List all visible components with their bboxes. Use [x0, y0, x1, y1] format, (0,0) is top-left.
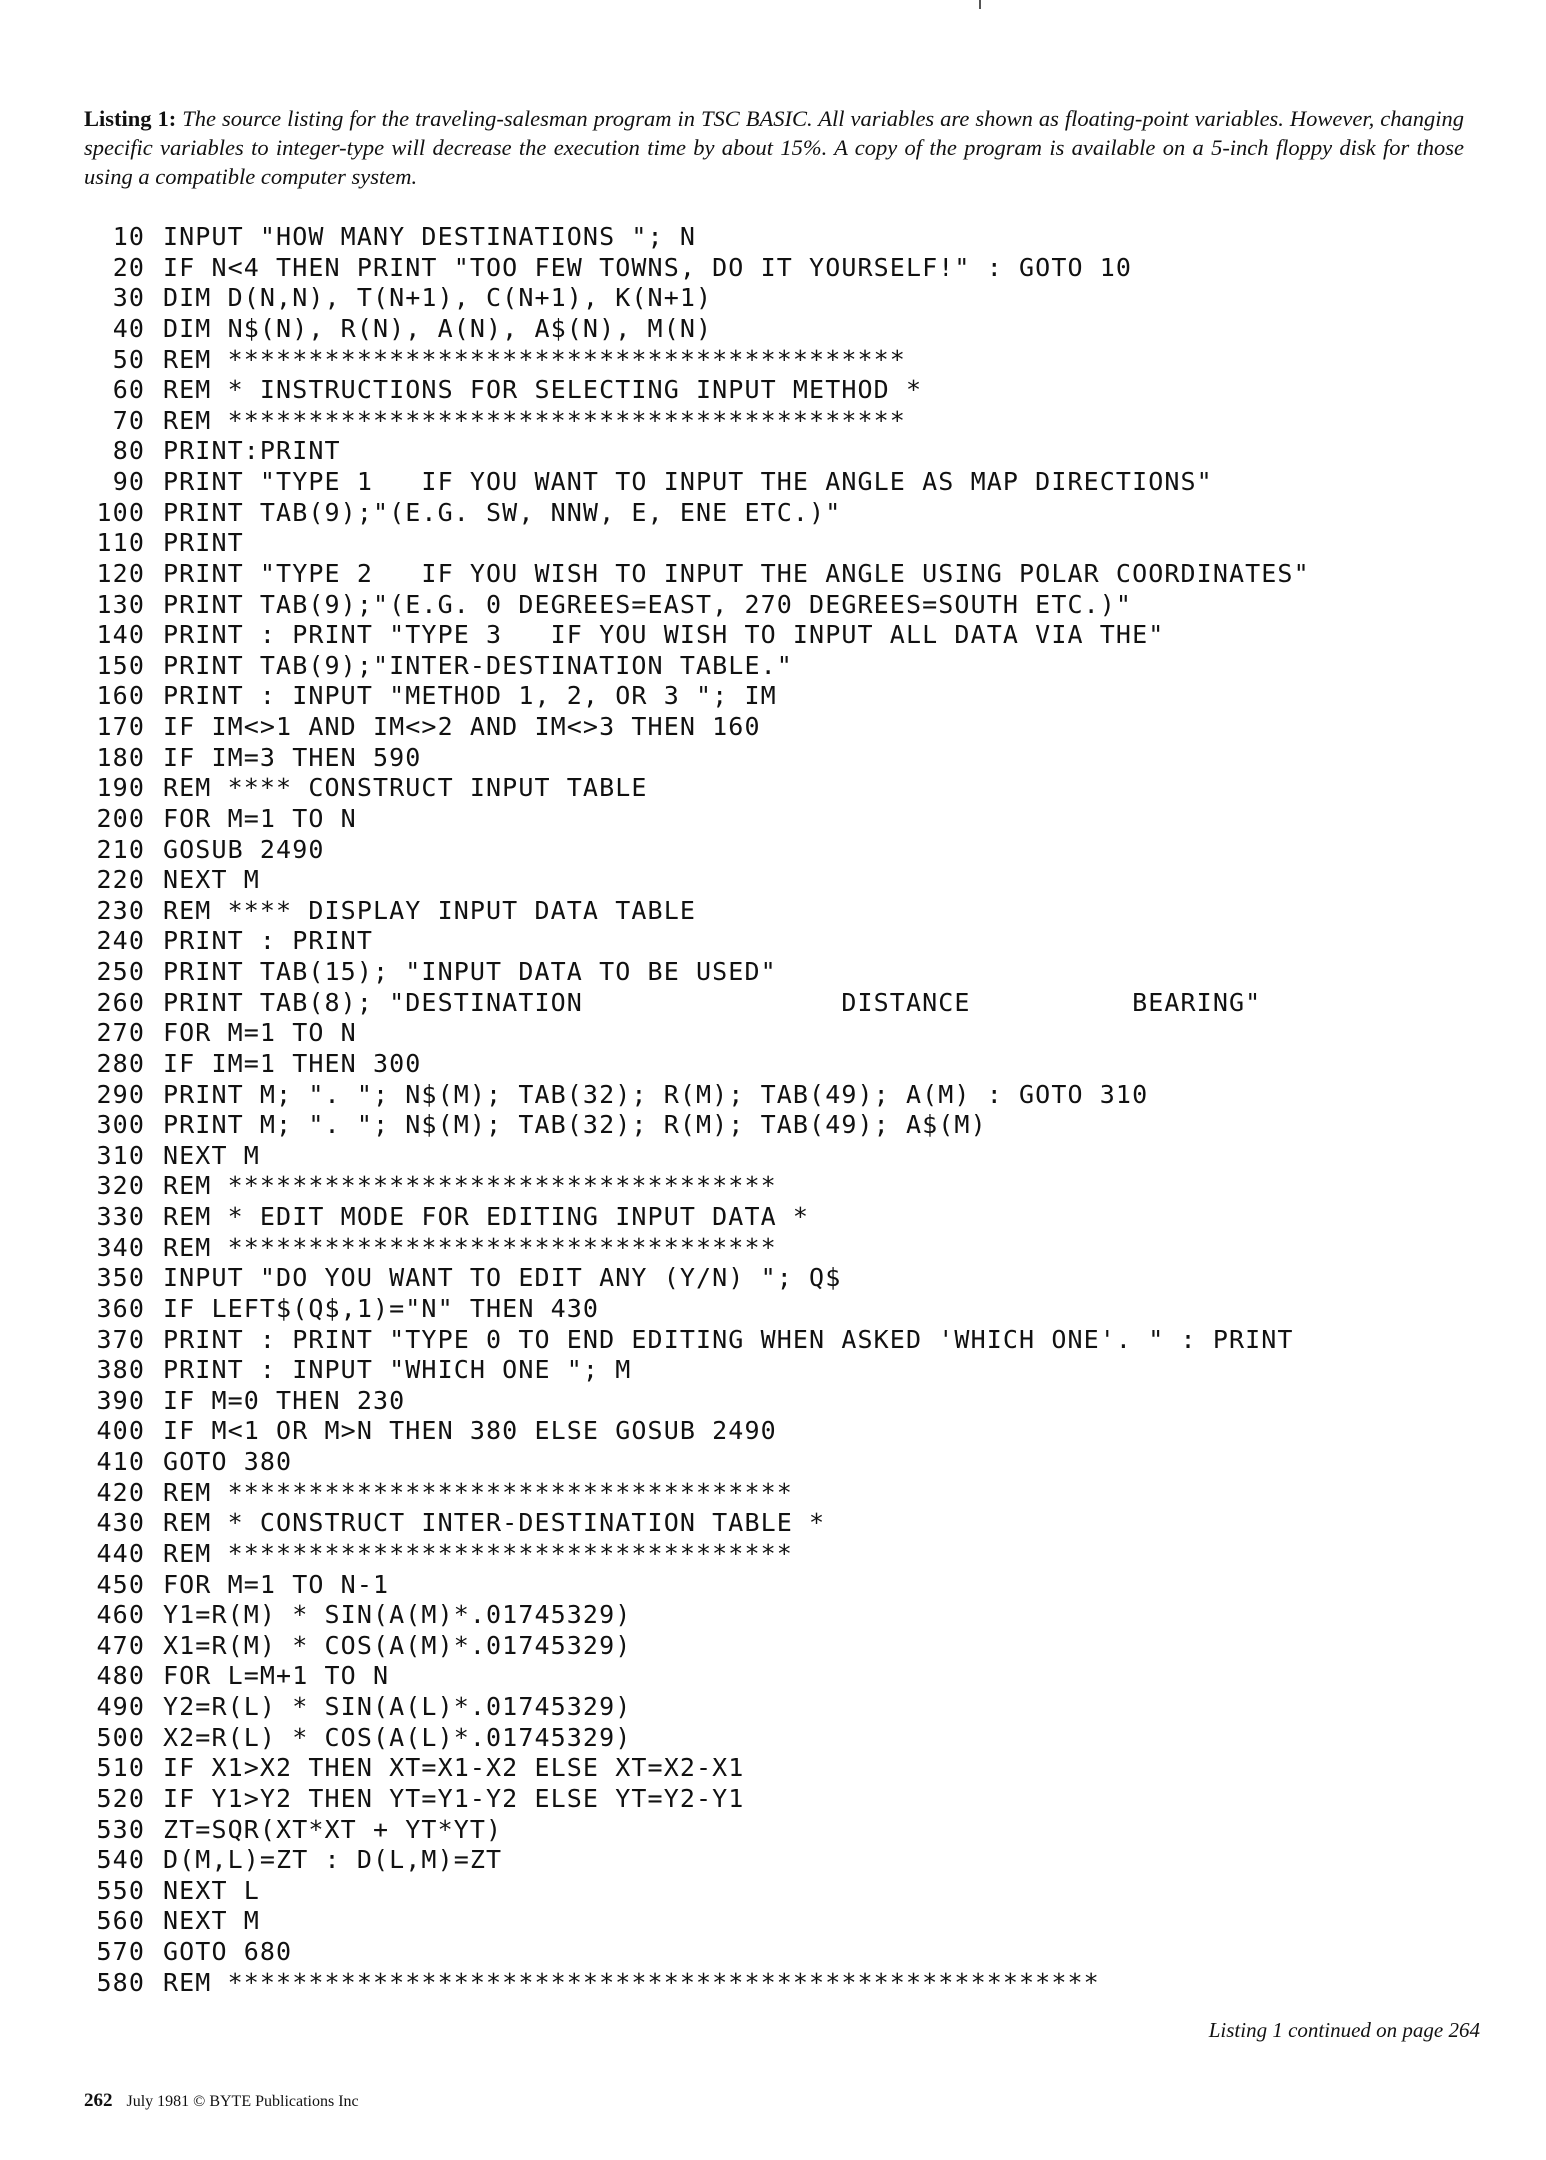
line-code: PRINT : PRINT "TYPE 3 IF YOU WISH TO INPUT ALL DATA VIA THE"	[163, 620, 1165, 650]
line-number: 250	[96, 957, 145, 986]
line-code: X1=R(M) * COS(A(M)*.01745329)	[163, 1630, 632, 1660]
line-number: 430	[96, 1508, 145, 1538]
line-number: 120	[96, 558, 145, 588]
line-number: 240	[96, 926, 145, 956]
line-code: IF IM=1 THEN 300	[163, 1048, 422, 1078]
line-number: 310	[96, 1140, 145, 1170]
code-line	[82, 1661, 1512, 1692]
line-code: Y2=R(L) * SIN(A(L)*.01745329)	[163, 1692, 632, 1721]
code-line	[82, 926, 1512, 957]
line-code: IF IM=3 THEN 590	[163, 742, 422, 772]
line-code: GOSUB 2490	[163, 834, 325, 864]
code-line	[82, 1294, 1512, 1325]
code-line	[82, 1018, 1512, 1049]
code-line	[82, 590, 1512, 621]
code-listing	[82, 222, 1512, 1998]
line-number: 320	[96, 1171, 145, 1201]
line-number: 360	[96, 1293, 145, 1323]
line-number: 540	[96, 1845, 145, 1875]
line-code: PRINT : PRINT	[163, 926, 373, 956]
line-code: PRINT	[163, 528, 244, 558]
line-number: 560	[96, 1906, 145, 1936]
code-line	[82, 1478, 1512, 1509]
line-code: GOTO 380	[163, 1447, 293, 1476]
line-code: REM ******************************************************	[163, 1967, 1100, 1997]
footer-credit: July 1981 © BYTE Publications Inc	[126, 2093, 359, 2110]
code-line	[82, 1753, 1512, 1784]
code-line	[82, 345, 1512, 376]
line-code: PRINT : PRINT "TYPE 0 TO END EDITING WHEN ASKED 'WHICH ONE'. " : PRINT	[163, 1324, 1294, 1354]
line-number: 450	[96, 1569, 145, 1599]
line-code: FOR L=M+1 TO N	[163, 1661, 390, 1691]
line-number: 150	[96, 650, 145, 680]
continued-note: Listing 1 continued on page 264	[1208, 2018, 1480, 2042]
line-code: REM **********************************	[163, 1171, 777, 1201]
line-code: PRINT TAB(8); "DESTINATION DISTANCE BEARING"	[163, 987, 1262, 1017]
line-code: REM ***********************************	[163, 1538, 793, 1568]
code-line	[82, 406, 1512, 437]
line-code: PRINT : INPUT "WHICH ONE "; M	[163, 1355, 632, 1385]
page-number: 262	[84, 2090, 113, 2111]
line-code: X2=R(L) * COS(A(L)*.01745329)	[163, 1722, 632, 1752]
line-number: 570	[96, 1937, 145, 1966]
line-code: FOR M=1 TO N-1	[163, 1569, 390, 1599]
line-number: 510	[96, 1753, 145, 1783]
code-line	[82, 253, 1512, 284]
line-number: 50	[112, 344, 145, 374]
line-number: 160	[96, 681, 145, 711]
line-code: PRINT "TYPE 2 IF YOU WISH TO INPUT THE ANGLE USING POLAR COORDINATES"	[163, 558, 1310, 588]
code-line	[82, 1631, 1512, 1662]
line-number: 330	[96, 1202, 145, 1231]
code-line	[82, 743, 1512, 774]
line-number: 380	[96, 1355, 145, 1385]
line-code: DIM D(N,N), T(N+1), C(N+1), K(N+1)	[163, 283, 713, 313]
line-code: PRINT TAB(9);"(E.G. SW, NNW, E, ENE ETC.)"	[163, 497, 842, 527]
line-number: 190	[96, 773, 145, 803]
code-line	[82, 1386, 1512, 1417]
code-line	[82, 1815, 1512, 1846]
line-code: INPUT "HOW MANY DESTINATIONS "; N	[163, 222, 696, 251]
line-number: 140	[96, 620, 145, 650]
line-number: 550	[96, 1875, 145, 1905]
code-line	[82, 1110, 1512, 1141]
line-code: IF IM<>1 AND IM<>2 AND IM<>3 THEN 160	[163, 712, 761, 741]
line-number: 210	[96, 834, 145, 864]
line-code: FOR M=1 TO N	[163, 1018, 357, 1048]
code-line	[82, 835, 1512, 866]
line-number: 30	[112, 283, 145, 313]
line-code: REM ******************************************	[163, 344, 906, 374]
line-number: 480	[96, 1661, 145, 1691]
line-code: PRINT : INPUT "METHOD 1, 2, OR 3 "; IM	[163, 681, 777, 711]
code-line	[82, 712, 1512, 743]
line-number: 500	[96, 1722, 145, 1752]
line-number: 90	[112, 467, 145, 496]
line-code: PRINT TAB(9);"(E.G. 0 DEGREES=EAST, 270 DEGREES=SOUTH ETC.)"	[163, 589, 1133, 619]
line-number: 10	[112, 222, 145, 251]
line-code: IF LEFT$(Q$,1)="N" THEN 430	[163, 1293, 600, 1323]
code-line	[82, 1845, 1512, 1876]
code-line	[82, 222, 1512, 253]
code-line	[82, 1049, 1512, 1080]
code-line	[82, 1325, 1512, 1356]
code-line	[82, 1937, 1512, 1968]
line-code: IF Y1>Y2 THEN YT=Y1-Y2 ELSE YT=Y2-Y1	[163, 1783, 745, 1813]
line-code: REM ***********************************	[163, 1477, 793, 1507]
listing-caption	[84, 104, 1464, 191]
line-number: 170	[96, 712, 145, 741]
line-code: REM * INSTRUCTIONS FOR SELECTING INPUT METHOD *	[163, 375, 923, 405]
line-number: 60	[112, 375, 145, 405]
line-number: 580	[96, 1967, 145, 1997]
code-line	[82, 1876, 1512, 1907]
line-code: DIM N$(N), R(N), A(N), A$(N), M(N)	[163, 313, 713, 343]
line-code: PRINT "TYPE 1 IF YOU WANT TO INPUT THE ANGLE AS MAP DIRECTIONS"	[163, 467, 1213, 496]
code-line	[82, 1539, 1512, 1570]
line-code: NEXT M	[163, 1906, 260, 1936]
line-number: 110	[96, 528, 145, 558]
code-line	[82, 1723, 1512, 1754]
code-line	[82, 1355, 1512, 1386]
line-code: PRINT:PRINT	[163, 436, 341, 466]
code-line	[82, 314, 1512, 345]
code-line	[82, 1508, 1512, 1539]
line-number: 270	[96, 1018, 145, 1048]
line-number: 520	[96, 1783, 145, 1813]
code-line	[82, 467, 1512, 498]
caption-text: The source listing for the traveling-salesman program in TSC BASIC. All variables are shown as floating-point variables. However, changing specific variables to integer-type will decrease the execution time by about 15%. A copy of the program is available on a 5-inch floppy disk for those using a compatible computer system.	[84, 106, 1465, 189]
line-number: 130	[96, 589, 145, 619]
code-line	[82, 957, 1512, 988]
code-line	[82, 1570, 1512, 1601]
line-code: IF N<4 THEN PRINT "TOO FEW TOWNS, DO IT YOURSELF!" : GOTO 10	[163, 252, 1133, 282]
code-line	[82, 375, 1512, 406]
line-code: IF M<1 OR M>N THEN 380 ELSE GOSUB 2490	[163, 1416, 777, 1446]
code-line	[82, 1692, 1512, 1723]
line-code: INPUT "DO YOU WANT TO EDIT ANY (Y/N) "; Q$	[163, 1263, 842, 1293]
code-line	[82, 988, 1512, 1019]
code-line	[82, 1080, 1512, 1111]
line-code: PRINT M; ". "; N$(M); TAB(32); R(M); TAB(49); A(M) : GOTO 310	[163, 1079, 1149, 1109]
page-footer	[84, 2090, 359, 2112]
line-number: 80	[112, 436, 145, 466]
line-code: REM **** CONSTRUCT INPUT TABLE	[163, 773, 648, 803]
code-line	[82, 1600, 1512, 1631]
caption-label: Listing 1:	[84, 106, 177, 131]
code-line	[82, 559, 1512, 590]
line-code: GOTO 680	[163, 1937, 293, 1966]
line-number: 420	[96, 1477, 145, 1507]
line-number: 290	[96, 1079, 145, 1109]
line-code: NEXT M	[163, 865, 260, 895]
line-number: 300	[96, 1110, 145, 1140]
line-number: 180	[96, 742, 145, 772]
line-code: PRINT TAB(9);"INTER-DESTINATION TABLE."	[163, 650, 793, 680]
code-line	[82, 620, 1512, 651]
code-line	[82, 1416, 1512, 1447]
line-number: 440	[96, 1538, 145, 1568]
line-code: NEXT M	[163, 1140, 260, 1170]
code-line	[82, 1233, 1512, 1264]
line-number: 100	[96, 497, 145, 527]
line-number: 400	[96, 1416, 145, 1446]
line-code: REM ******************************************	[163, 405, 906, 435]
line-code: IF X1>X2 THEN XT=X1-X2 ELSE XT=X2-X1	[163, 1753, 745, 1783]
line-number: 350	[96, 1263, 145, 1293]
line-code: PRINT M; ". "; N$(M); TAB(32); R(M); TAB(49); A$(M)	[163, 1110, 987, 1140]
code-line	[82, 1171, 1512, 1202]
line-code: NEXT L	[163, 1875, 260, 1905]
line-number: 410	[96, 1447, 145, 1476]
line-code: Y1=R(M) * SIN(A(M)*.01745329)	[163, 1600, 632, 1630]
code-line	[82, 681, 1512, 712]
code-line	[82, 865, 1512, 896]
code-line	[82, 1968, 1512, 1999]
line-number: 20	[112, 252, 145, 282]
line-number: 230	[96, 895, 145, 925]
line-code: PRINT TAB(15); "INPUT DATA TO BE USED"	[163, 957, 777, 986]
code-line	[82, 1906, 1512, 1937]
line-number: 470	[96, 1630, 145, 1660]
line-number: 340	[96, 1232, 145, 1262]
line-number: 280	[96, 1048, 145, 1078]
code-line	[82, 1263, 1512, 1294]
scan-mark	[979, 0, 981, 9]
code-line	[82, 896, 1512, 927]
line-number: 460	[96, 1600, 145, 1630]
line-code: REM * CONSTRUCT INTER-DESTINATION TABLE *	[163, 1508, 826, 1538]
code-line	[82, 1141, 1512, 1172]
code-line	[82, 498, 1512, 529]
line-number: 390	[96, 1385, 145, 1415]
line-code: ZT=SQR(XT*XT + YT*YT)	[163, 1814, 503, 1844]
line-code: REM **** DISPLAY INPUT DATA TABLE	[163, 895, 696, 925]
line-number: 370	[96, 1324, 145, 1354]
code-line	[82, 436, 1512, 467]
code-line	[82, 528, 1512, 559]
line-code: REM **********************************	[163, 1232, 777, 1262]
line-code: D(M,L)=ZT : D(L,M)=ZT	[163, 1845, 503, 1875]
line-code: REM * EDIT MODE FOR EDITING INPUT DATA *	[163, 1202, 810, 1231]
line-number: 200	[96, 803, 145, 833]
line-number: 260	[96, 987, 145, 1017]
line-number: 530	[96, 1814, 145, 1844]
code-line	[82, 283, 1512, 314]
code-line	[82, 651, 1512, 682]
line-number: 70	[112, 405, 145, 435]
code-line	[82, 1202, 1512, 1233]
code-line	[82, 804, 1512, 835]
line-number: 220	[96, 865, 145, 895]
code-line	[82, 773, 1512, 804]
line-code: FOR M=1 TO N	[163, 803, 357, 833]
line-number: 40	[112, 313, 145, 343]
line-code: IF M=0 THEN 230	[163, 1385, 406, 1415]
line-number: 490	[96, 1692, 145, 1721]
code-line	[82, 1447, 1512, 1478]
code-line	[82, 1784, 1512, 1815]
